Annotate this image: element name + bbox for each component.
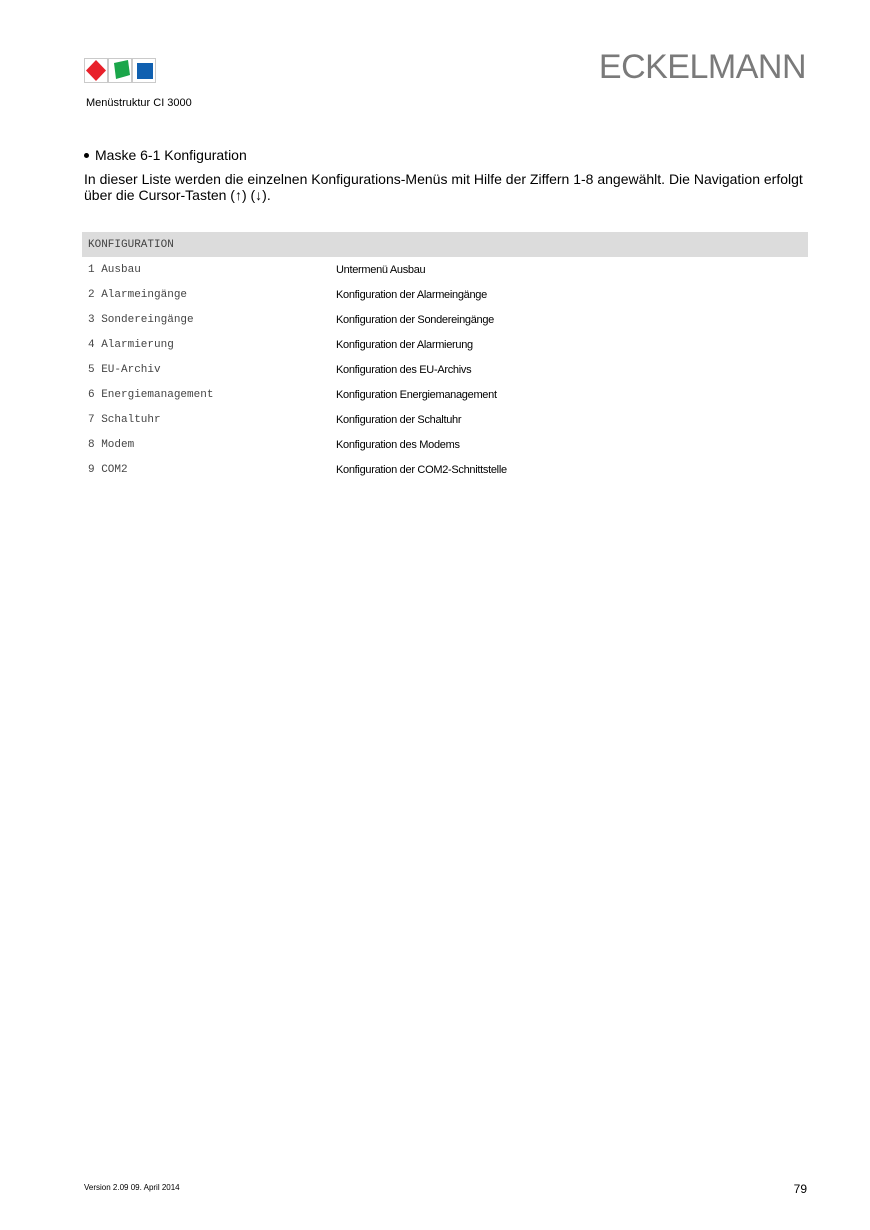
menu-row: [82, 257, 808, 282]
menu-desc: Konfiguration der Sondereingänge: [336, 313, 494, 326]
menu-key: 9 COM2: [88, 463, 128, 476]
bullet-icon: [84, 153, 89, 158]
menu-table: [82, 232, 808, 482]
menu-key: 6 Energiemanagement: [88, 388, 214, 401]
eckelmann-logo-icon: [84, 58, 156, 83]
page-number: 79: [793, 1182, 807, 1196]
section-heading: [84, 147, 804, 163]
menu-desc: Untermenü Ausbau: [336, 263, 426, 276]
footer-version: Version 2.09 09. April 2014: [84, 1183, 180, 1192]
menu-key: 4 Alarmierung: [88, 338, 174, 351]
section-intro: In dieser Liste werden die einzelnen Konfigurations-Menüs mit Hilfe der Ziffern 1-8 angewählt. Die Navigation erfolgt über die Cursor-Tasten (↑) (↓).: [84, 171, 803, 203]
menu-desc: Konfiguration des EU-Archivs: [336, 363, 472, 376]
menu-row: [82, 432, 808, 457]
menu-row: [82, 332, 808, 357]
menu-row: [82, 407, 808, 432]
logo-green-square: [114, 60, 130, 79]
menu-row: [82, 457, 808, 482]
menu-row: [82, 357, 808, 382]
menu-desc: Konfiguration Energiemanagement: [336, 388, 497, 401]
menu-key: 7 Schaltuhr: [88, 413, 161, 426]
section-content: [84, 147, 804, 203]
brand-wordmark: ECKELMANN: [598, 48, 806, 86]
menu-key: 1 Ausbau: [88, 263, 141, 276]
menu-header: KONFIGURATION: [82, 232, 808, 257]
menu-row: [82, 382, 808, 407]
menu-row: [82, 282, 808, 307]
logo-red-square: [86, 60, 106, 81]
document-subtitle: Menüstruktur CI 3000: [86, 97, 192, 109]
menu-desc: Konfiguration der Alarmierung: [336, 338, 473, 351]
menu-desc: Konfiguration der COM2-Schnittstelle: [336, 463, 507, 476]
menu-row: [82, 307, 808, 332]
section-heading-text: Maske 6-1 Konfiguration: [95, 147, 247, 163]
menu-key: 3 Sondereingänge: [88, 313, 194, 326]
menu-desc: Konfiguration der Alarmeingänge: [336, 288, 487, 301]
menu-desc: Konfiguration des Modems: [336, 438, 460, 451]
menu-key: 5 EU-Archiv: [88, 363, 161, 376]
logo-blue-square: [137, 63, 153, 79]
menu-key: 2 Alarmeingänge: [88, 288, 188, 301]
menu-desc: Konfiguration der Schaltuhr: [336, 413, 462, 426]
menu-key: 8 Modem: [88, 438, 135, 451]
